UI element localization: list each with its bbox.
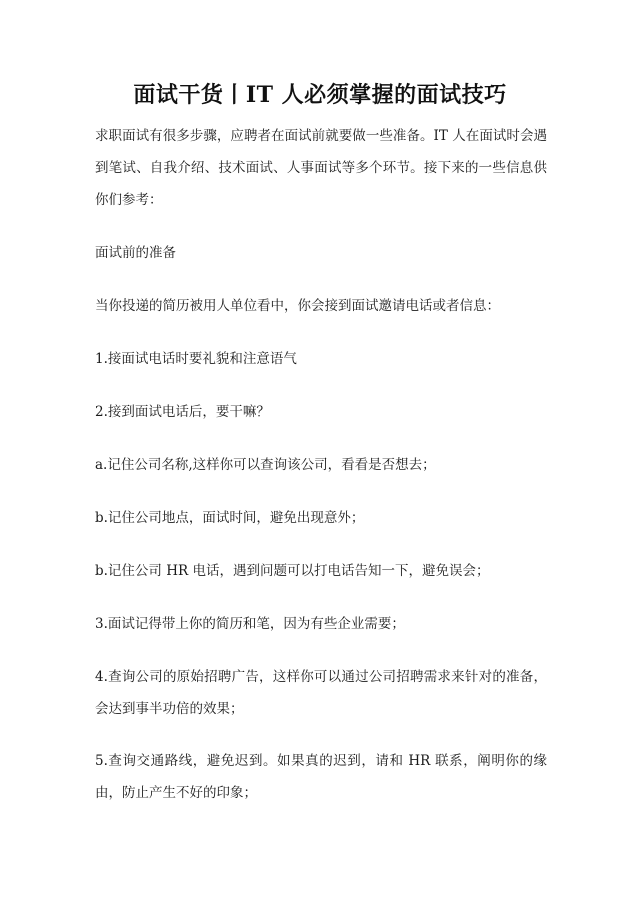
paragraph: 当你投递的简历被用人单位看中，你会接到面试邀请电话或者信息： (95, 298, 500, 314)
list-item: 5.查询交通路线，避免迟到。如果真的迟到，请和 HR 联系，阐明你的缘由，防止产生不好的印象； (95, 753, 547, 801)
list-item: 3.面试记得带上你的简历和笔，因为有些企业需要； (95, 616, 405, 632)
intro-paragraph: 求职面试有很多步骤，应聘者在面试前就要做一些准备。IT 人在面试时会遇到笔试、自我介绍、技术面试、人事面试等多个环节。接下来的一些信息供你们参考： (95, 128, 547, 208)
list-item: b.记住公司地点，面试时间，避免出现意外； (95, 510, 365, 526)
list-item: 1.接面试电话时要礼貌和注意语气 (95, 351, 297, 367)
section-heading: 面试前的准备 (95, 245, 176, 261)
document-body (95, 120, 547, 829)
list-item: a.记住公司名称,这样你可以查询该公司，看看是否想去； (95, 457, 436, 473)
document-title: 面试干货丨IT 人必须掌握的面试技巧 (133, 82, 507, 108)
list-item: 2.接到面试电话后，要干嘛？ (95, 404, 270, 420)
list-item: b.记住公司 HR 电话，遇到问题可以打电话告知一下，避免误会； (95, 563, 490, 579)
list-item: 4.查询公司的原始招聘广告，这样你可以通过公司招聘需求来针对的准备，会达到事半功倍的效果； (95, 669, 547, 717)
